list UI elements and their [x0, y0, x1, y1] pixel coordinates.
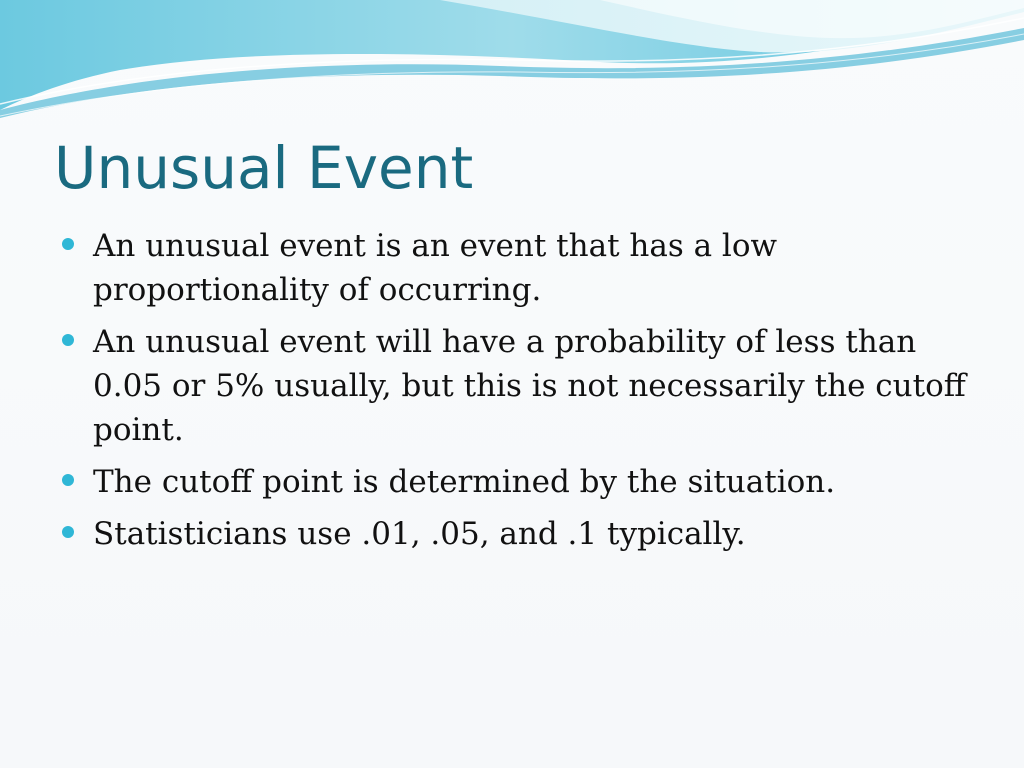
header-wave-decoration	[0, 0, 1024, 130]
filled-circle-bullet-icon	[62, 474, 74, 486]
filled-circle-bullet-icon	[62, 334, 74, 346]
bullet-text-4: Statisticians use .01, .05, and .1 typically.	[93, 516, 746, 552]
slide-title: Unusual Event	[54, 134, 474, 202]
bullet-text-2: An unusual event will have a probability of less than 0.05 or 5% usually, but this is not necessarily the cutoff point.	[93, 324, 966, 448]
filled-circle-bullet-icon	[62, 526, 74, 538]
bullet-list	[60, 224, 980, 564]
filled-circle-bullet-icon	[62, 238, 74, 250]
bullet-item-4	[60, 512, 980, 556]
bullet-text-1: An unusual event is an event that has a low proportionality of occurring.	[93, 228, 778, 308]
bullet-item-1	[60, 224, 980, 312]
bullet-item-3	[60, 460, 980, 504]
bullet-text-3: The cutoff point is determined by the situation.	[93, 464, 836, 500]
bullet-item-2	[60, 320, 980, 452]
